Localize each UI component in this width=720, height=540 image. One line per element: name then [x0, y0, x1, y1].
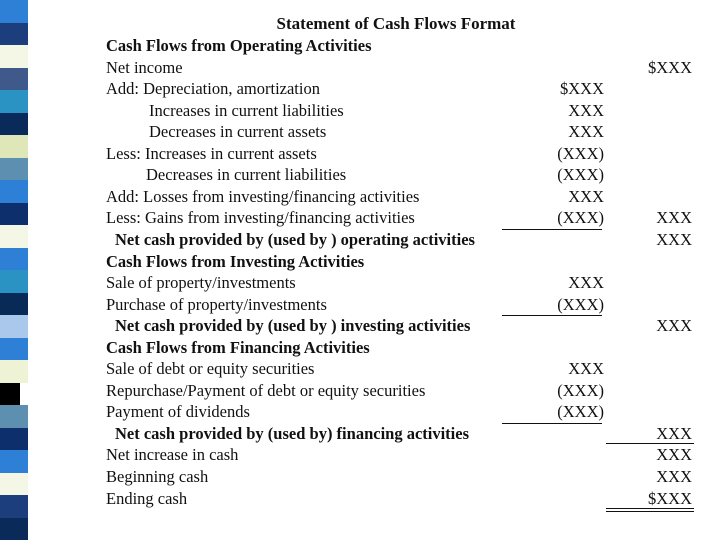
stripe-square [0, 90, 28, 113]
statement-row [106, 380, 706, 402]
statement-row [106, 78, 706, 100]
stripe-square [0, 0, 28, 23]
statement-row [106, 164, 706, 186]
underline-rule [502, 315, 602, 316]
underline-rule [502, 229, 602, 230]
amount-column-1: $XXX [560, 79, 604, 99]
stripe-square [0, 428, 28, 451]
stripe-square [0, 248, 28, 271]
statement-row [106, 100, 706, 122]
stripe-square [0, 45, 28, 68]
amount-column-1: (XXX) [557, 143, 604, 163]
amount-column-2: XXX [656, 445, 692, 465]
amount-column-1: XXX [568, 273, 604, 293]
statement-row [106, 143, 706, 165]
statement-row [106, 488, 706, 510]
statement-row [106, 272, 706, 294]
statement-row [106, 121, 706, 143]
row-label: Sale of debt or equity securities [106, 359, 315, 379]
statement-row [106, 251, 706, 273]
statement-row [106, 229, 706, 251]
stripe-square [0, 293, 28, 316]
statement-row [106, 423, 706, 445]
decorative-color-stripe [0, 0, 28, 540]
amount-column-1: (XXX) [557, 294, 604, 314]
row-label: Less: Gains from investing/financing activities [106, 208, 415, 228]
stripe-square [0, 270, 28, 293]
row-label: Beginning cash [106, 467, 209, 486]
row-label: Purchase of property/investments [106, 294, 327, 314]
stripe-square [0, 23, 28, 46]
stripe-square [0, 495, 28, 518]
statement-row [106, 57, 706, 79]
row-label: Repurchase/Payment of debt or equity securities [106, 380, 426, 400]
statement-row [106, 294, 706, 316]
row-label: Cash Flows from Financing Activities [106, 337, 370, 357]
stripe-square [0, 225, 28, 248]
stripe-square [0, 405, 28, 428]
stripe-square [0, 113, 28, 136]
underline-rule [502, 423, 602, 424]
row-label: Decreases in current liabilities [146, 165, 347, 185]
amount-column-2: XXX [656, 467, 692, 486]
amount-column-1: XXX [568, 359, 604, 379]
stripe-square [0, 473, 28, 496]
row-label: Sale of property/investments [106, 273, 296, 293]
amount-column-1: (XXX) [557, 208, 604, 228]
amount-column-2: XXX [656, 316, 692, 336]
page-title: Statement of Cash Flows Format [276, 14, 516, 33]
row-label: Cash Flows from Operating Activities [106, 36, 372, 55]
amount-column-2: $XXX [648, 57, 692, 77]
amount-column-1: XXX [568, 186, 604, 206]
row-label: Add: Depreciation, amortization [106, 79, 320, 99]
stripe-square [0, 450, 28, 473]
statement-row [106, 207, 706, 229]
row-label: Less: Increases in current assets [106, 143, 317, 163]
stripe-square [0, 338, 28, 361]
stripe-square [0, 383, 20, 406]
amount-column-2: XXX [656, 423, 692, 443]
amount-column-1: (XXX) [557, 402, 604, 422]
statement-row [106, 401, 706, 423]
row-label: Net cash provided by (used by ) operating activities [115, 229, 475, 249]
row-label: Net increase in cash [106, 445, 239, 465]
statement-row [106, 358, 706, 380]
row-label: Cash Flows from Investing Activities [106, 251, 365, 271]
row-label: Payment of dividends [106, 402, 250, 422]
underline-rule [606, 508, 694, 509]
amount-column-1: XXX [568, 122, 604, 142]
amount-column-1: (XXX) [557, 380, 604, 400]
amount-column-1: XXX [568, 100, 604, 120]
statement-row [106, 466, 706, 488]
row-label: Ending cash [106, 488, 188, 508]
stripe-square [0, 360, 28, 383]
statement-row [106, 35, 706, 57]
statement-row [106, 337, 706, 359]
stripe-square [0, 135, 28, 158]
stripe-square [0, 203, 28, 226]
underline-rule [606, 511, 694, 512]
row-label: Decreases in current assets [149, 122, 327, 142]
amount-column-2: $XXX [648, 488, 692, 508]
amount-column-2: XXX [656, 208, 692, 228]
stripe-square [0, 518, 28, 540]
row-label: Net cash provided by (used by) financing activities [115, 423, 470, 443]
row-label: Increases in current liabilities [149, 100, 344, 120]
stripe-square [0, 315, 28, 338]
stripe-square [0, 180, 28, 203]
stripe-square [0, 68, 28, 91]
stripe-square [0, 158, 28, 181]
cash-flow-statement [106, 0, 706, 540]
underline-rule [606, 443, 694, 444]
row-label: Net income [106, 57, 183, 77]
statement-row [106, 315, 706, 337]
statement-row [106, 186, 706, 208]
statement-row [106, 444, 706, 466]
amount-column-2: XXX [656, 229, 692, 249]
row-label: Net cash provided by (used by ) investing activities [115, 316, 471, 336]
row-label: Add: Losses from investing/financing activities [106, 186, 420, 206]
amount-column-1: (XXX) [557, 165, 604, 185]
